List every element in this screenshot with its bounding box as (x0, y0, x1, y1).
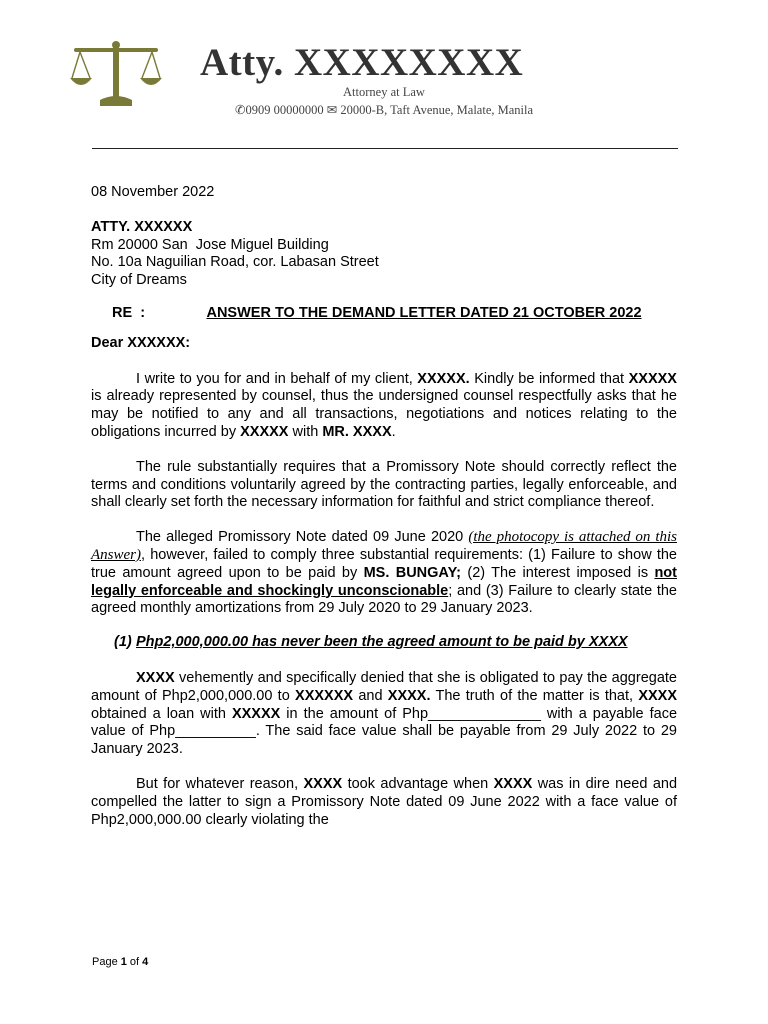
salutation: Dear XXXXXX: (91, 334, 191, 351)
attorney-subtitle: Attorney at Law (343, 85, 425, 99)
office-address: 20000-B, Taft Avenue, Malate, Manila (340, 103, 534, 117)
recipient-line-3: City of Dreams (91, 272, 187, 289)
section-number: (1) (114, 634, 132, 651)
paragraph-advantage: But for whatever reason, XXXX took advantage when XXXX was in dire need and compelled the latter to sign a Promissory Note dated 09 June 2022 with a face value of Php2,000,000.00 clearly violating the (91, 775, 678, 828)
subject-label: RE : (112, 304, 146, 321)
phone-number: 0909 00000000 (245, 103, 324, 117)
recipient-block (91, 219, 677, 290)
subject-line (91, 305, 677, 323)
letter-date: 08 November 2022 (91, 184, 215, 200)
recipient-line-1: Rm 20000 San Jose Miguel Building (91, 236, 329, 253)
paragraph-representation: I write to you for and in behalf of my client, XXXXX. Kindly be informed that XXXXX is already represented by counsel, thus the undersigned counsel respectfully asks that he may be notified to any and all transactions, negotiations and notices relating to the obligations incurred by XXXXX with MR. XXXX. (91, 370, 677, 440)
letter-body (91, 184, 677, 829)
letterhead-divider (92, 148, 678, 149)
scales-of-justice-icon (70, 40, 162, 108)
attorney-name: Atty. XXXXXXXX (200, 41, 524, 84)
phone-icon: ✆ (234, 103, 246, 117)
envelope-icon: ✉ (326, 103, 338, 117)
letterhead (0, 0, 768, 160)
recipient-name: ATTY. XXXXXX (91, 218, 193, 235)
paragraph-promissory-note: The alleged Promissory Note dated 09 June 2020 (the photocopy is attached on this Answer), however, failed to comply three substantial requirements: (1) Failure to show the true amount agreed upon to be paid by MS. BUNGAY; (2) The interest imposed is not legally enforceable and shockingly unconscionable; and (3) Failure to clearly state the agreed monthly amortizations from 29 July 2020 to 29 January 2023. (91, 529, 677, 617)
page-footer: Page 1 of 4 (92, 956, 149, 968)
paragraph-rule: The rule substantially requires that a Promissory Note should correctly reflect the terms and conditions voluntarily agreed by the contracting parties, legally enforceable, and shall clearly set forth the necessary information for faithful and strict compliance thereof. (91, 458, 677, 511)
subject-text: ANSWER TO THE DEMAND LETTER DATED 21 OCTOBER 2022 (206, 304, 642, 321)
recipient-line-2: No. 10a Naguilian Road, cor. Labasan Street (91, 254, 379, 271)
section-title: Php2,000,000.00 has never been the agreed amount to be paid by XXXX (136, 634, 628, 651)
section-heading-1 (114, 634, 677, 652)
contact-line (200, 102, 568, 118)
paragraph-denial: XXXX vehemently and specifically denied that she is obligated to pay the aggregate amount of Php2,000,000.00 to XXXXXX and XXXX. The truth of the matter is that, XXXX obtained a loan with XXXXX in the amount of Php______________ with a payable face value of Php__________. The said face value shall be payable from 29 July 2022 to 29 January 2023. (91, 669, 678, 758)
